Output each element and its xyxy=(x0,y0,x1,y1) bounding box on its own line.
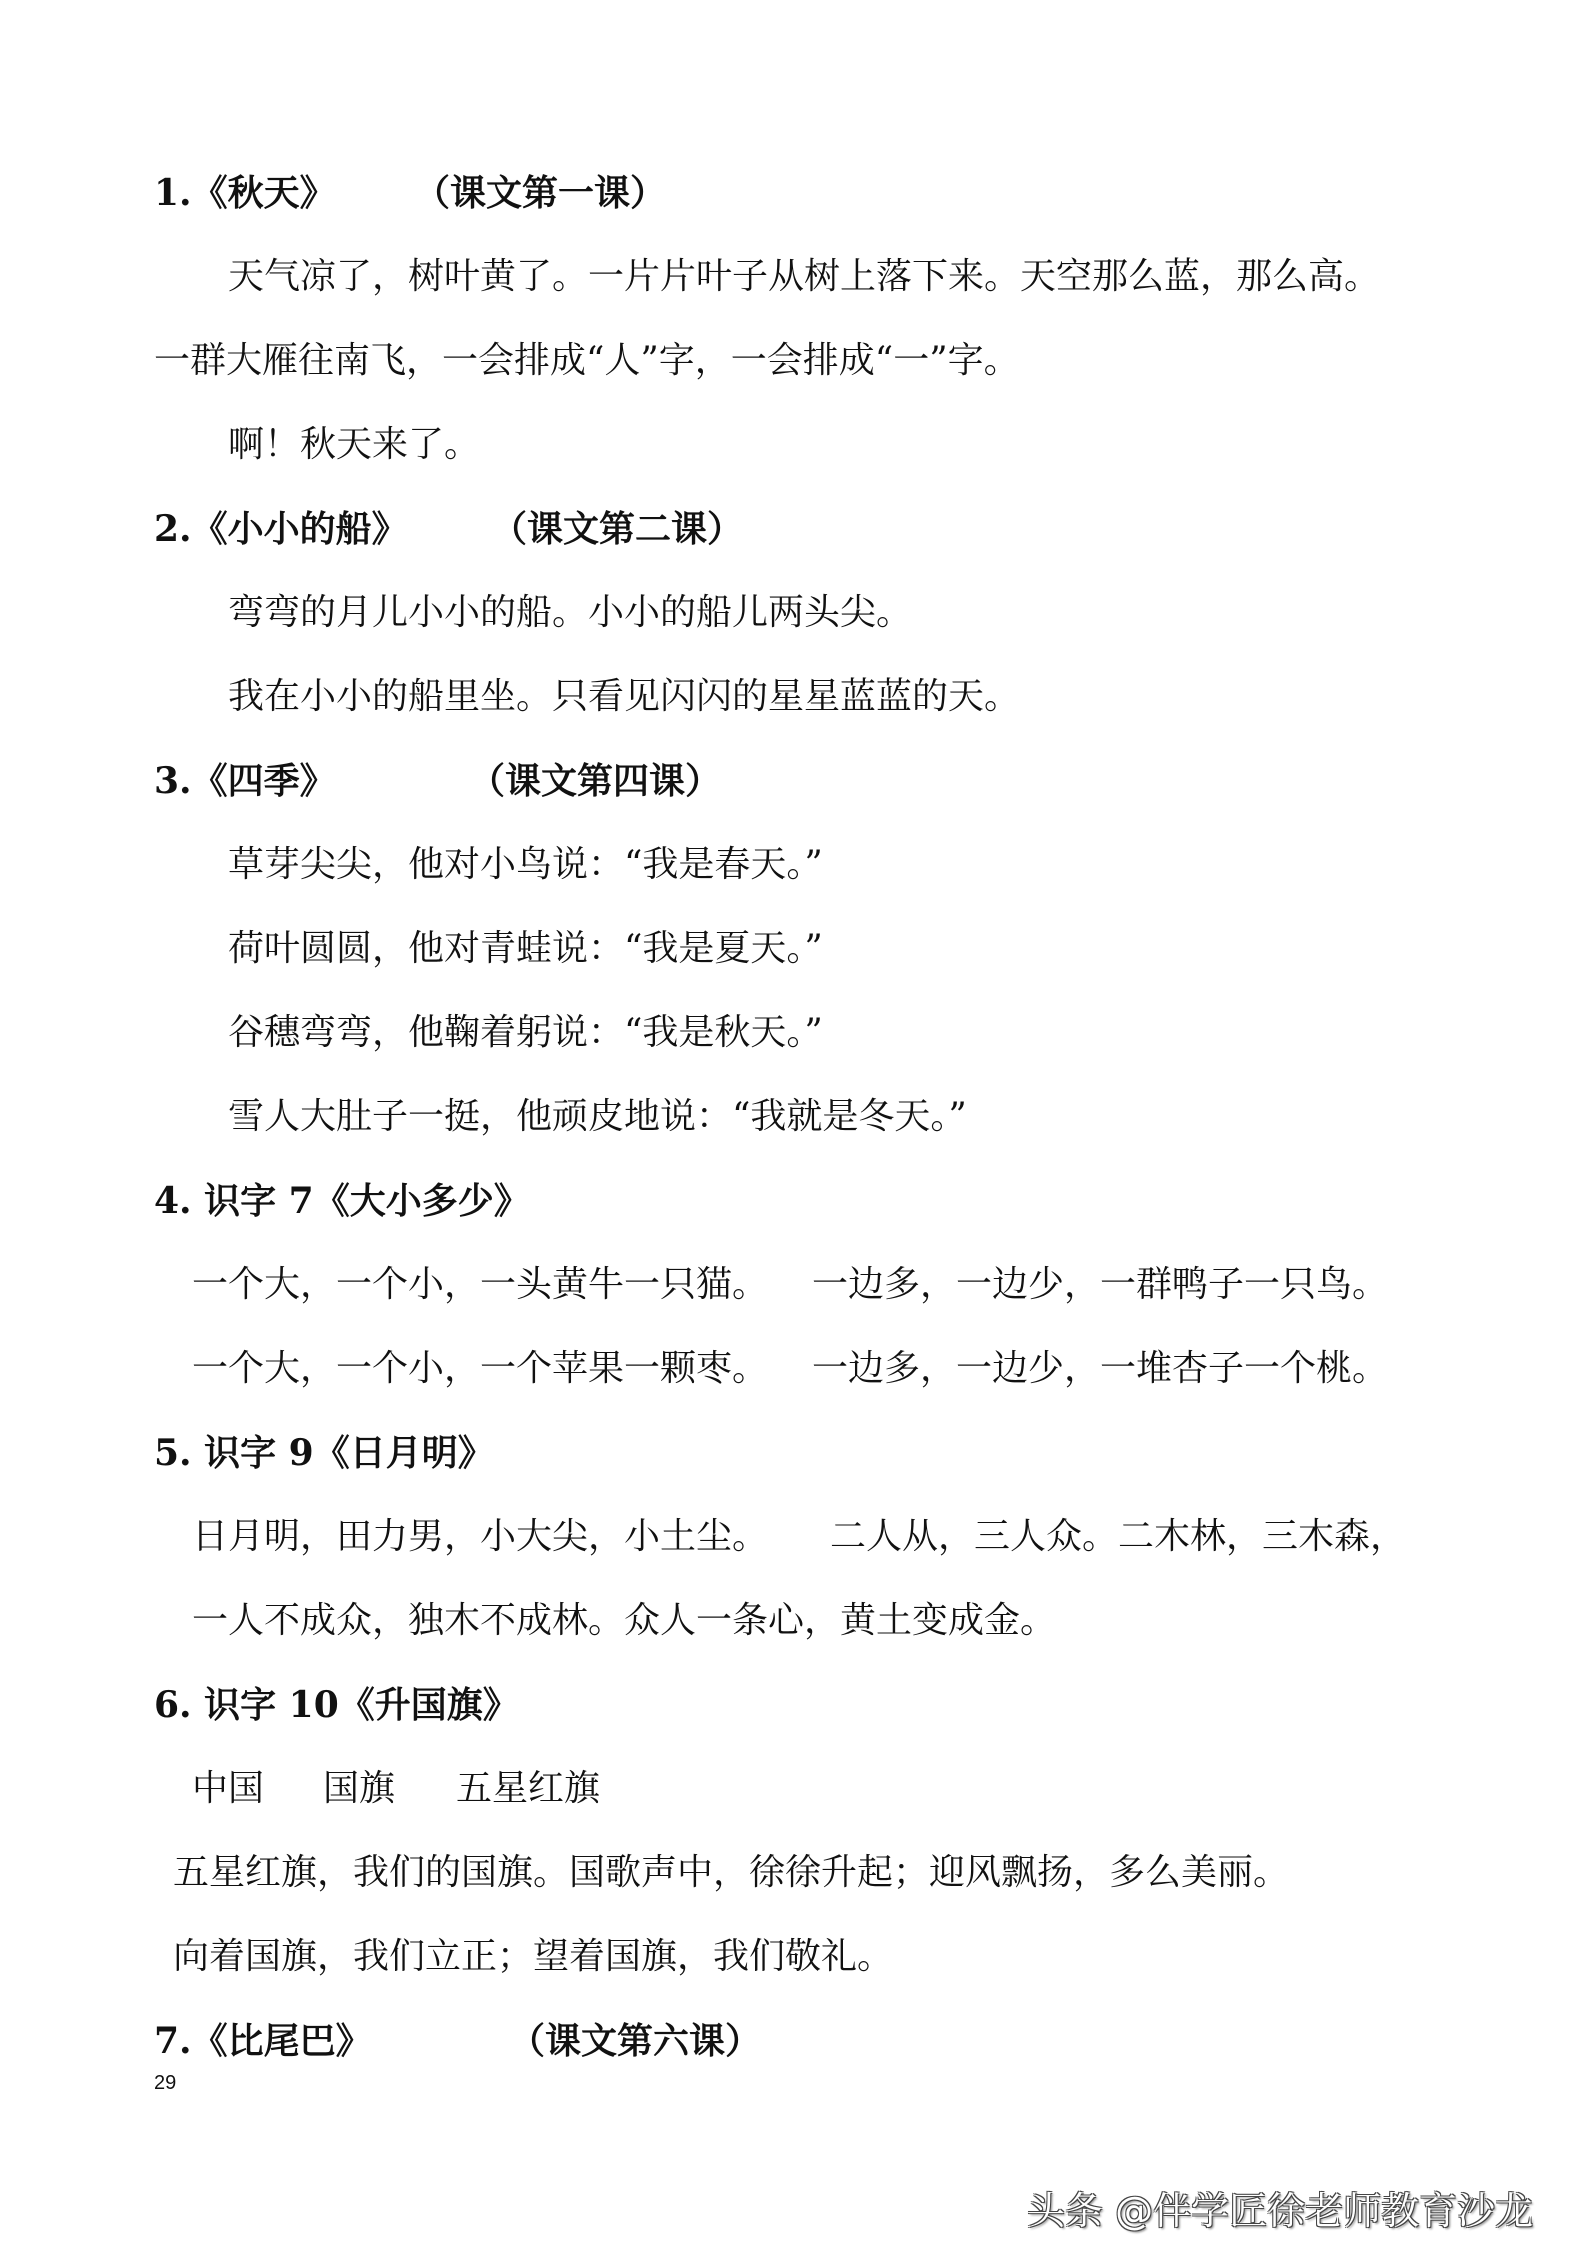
section-1-line: 啊！秋天来了。 xyxy=(228,424,481,465)
section-5-line: 日月明，田力男，小大尖，小土尘。 xyxy=(192,1516,769,1557)
section-6-line: 五星红旗，我们的国旗。国歌声中，徐徐升起；迎风飘扬，多么美丽。 xyxy=(173,1852,1290,1893)
section-5-line: 二人从，三人众。二木林，三木森， xyxy=(830,1516,1407,1557)
section-6-line: 向着国旗，我们立正；望着国旗，我们敬礼。 xyxy=(173,1936,894,1977)
section-2-line: 弯弯的月儿小小的船。小小的船儿两头尖。 xyxy=(228,592,913,633)
section-3-note: （课文第四课） xyxy=(469,760,722,802)
section-3-title: 3.《四季》 xyxy=(154,760,336,802)
section-4-title: 4. 识字 7《大小多少》 xyxy=(154,1180,530,1222)
section-4-line: 一个大，一个小，一个苹果一颗枣。 xyxy=(192,1348,769,1389)
section-3-line: 谷穗弯弯，他鞠着躬说：“我是秋天。” xyxy=(228,1012,823,1053)
section-1-line: 天气凉了，树叶黄了。一片片叶子从树上落下来。天空那么蓝，那么高。 xyxy=(228,256,1381,297)
section-2-note: （课文第二课） xyxy=(491,508,744,550)
section-1-title: 1.《秋天》 xyxy=(154,172,336,214)
section-6-word: 国旗 xyxy=(323,1768,396,1809)
section-5-title: 5. 识字 9《日月明》 xyxy=(154,1432,494,1474)
section-4-line: 一个大，一个小，一头黄牛一只猫。 xyxy=(192,1264,769,1305)
section-7-title: 7.《比尾巴》 xyxy=(154,2020,372,2062)
section-3-line: 雪人大肚子一挺，他顽皮地说：“我就是冬天。” xyxy=(228,1096,967,1137)
page-number: 29 xyxy=(154,2072,177,2094)
section-6-word: 中国 xyxy=(192,1768,265,1809)
section-6-word: 五星红旗 xyxy=(456,1768,601,1809)
section-1-note: （课文第一课） xyxy=(414,172,667,214)
section-4-line: 一边多，一边少，一群鸭子一只鸟。 xyxy=(812,1264,1389,1305)
section-4-line: 一边多，一边少，一堆杏子一个桃。 xyxy=(812,1348,1389,1389)
section-5-line: 一人不成众，独木不成林。众人一条心，黄土变成金。 xyxy=(192,1600,1057,1641)
section-3-line: 荷叶圆圆，他对青蛙说：“我是夏天。” xyxy=(228,928,823,969)
section-6-title: 6. 识字 10《升国旗》 xyxy=(154,1684,519,1726)
section-1-line: 一群大雁往南飞，一会排成“人”字，一会排成“一”字。 xyxy=(154,340,1020,381)
section-3-line: 草芽尖尖，他对小鸟说：“我是春天。” xyxy=(228,844,823,885)
section-2-line: 我在小小的船里坐。只看见闪闪的星星蓝蓝的天。 xyxy=(228,676,1021,717)
watermark: 头条 @伴学匠徐老师教育沙龙 xyxy=(1027,2189,1534,2233)
section-7-note: （课文第六课） xyxy=(509,2020,762,2062)
section-2-title: 2.《小小的船》 xyxy=(154,508,408,550)
